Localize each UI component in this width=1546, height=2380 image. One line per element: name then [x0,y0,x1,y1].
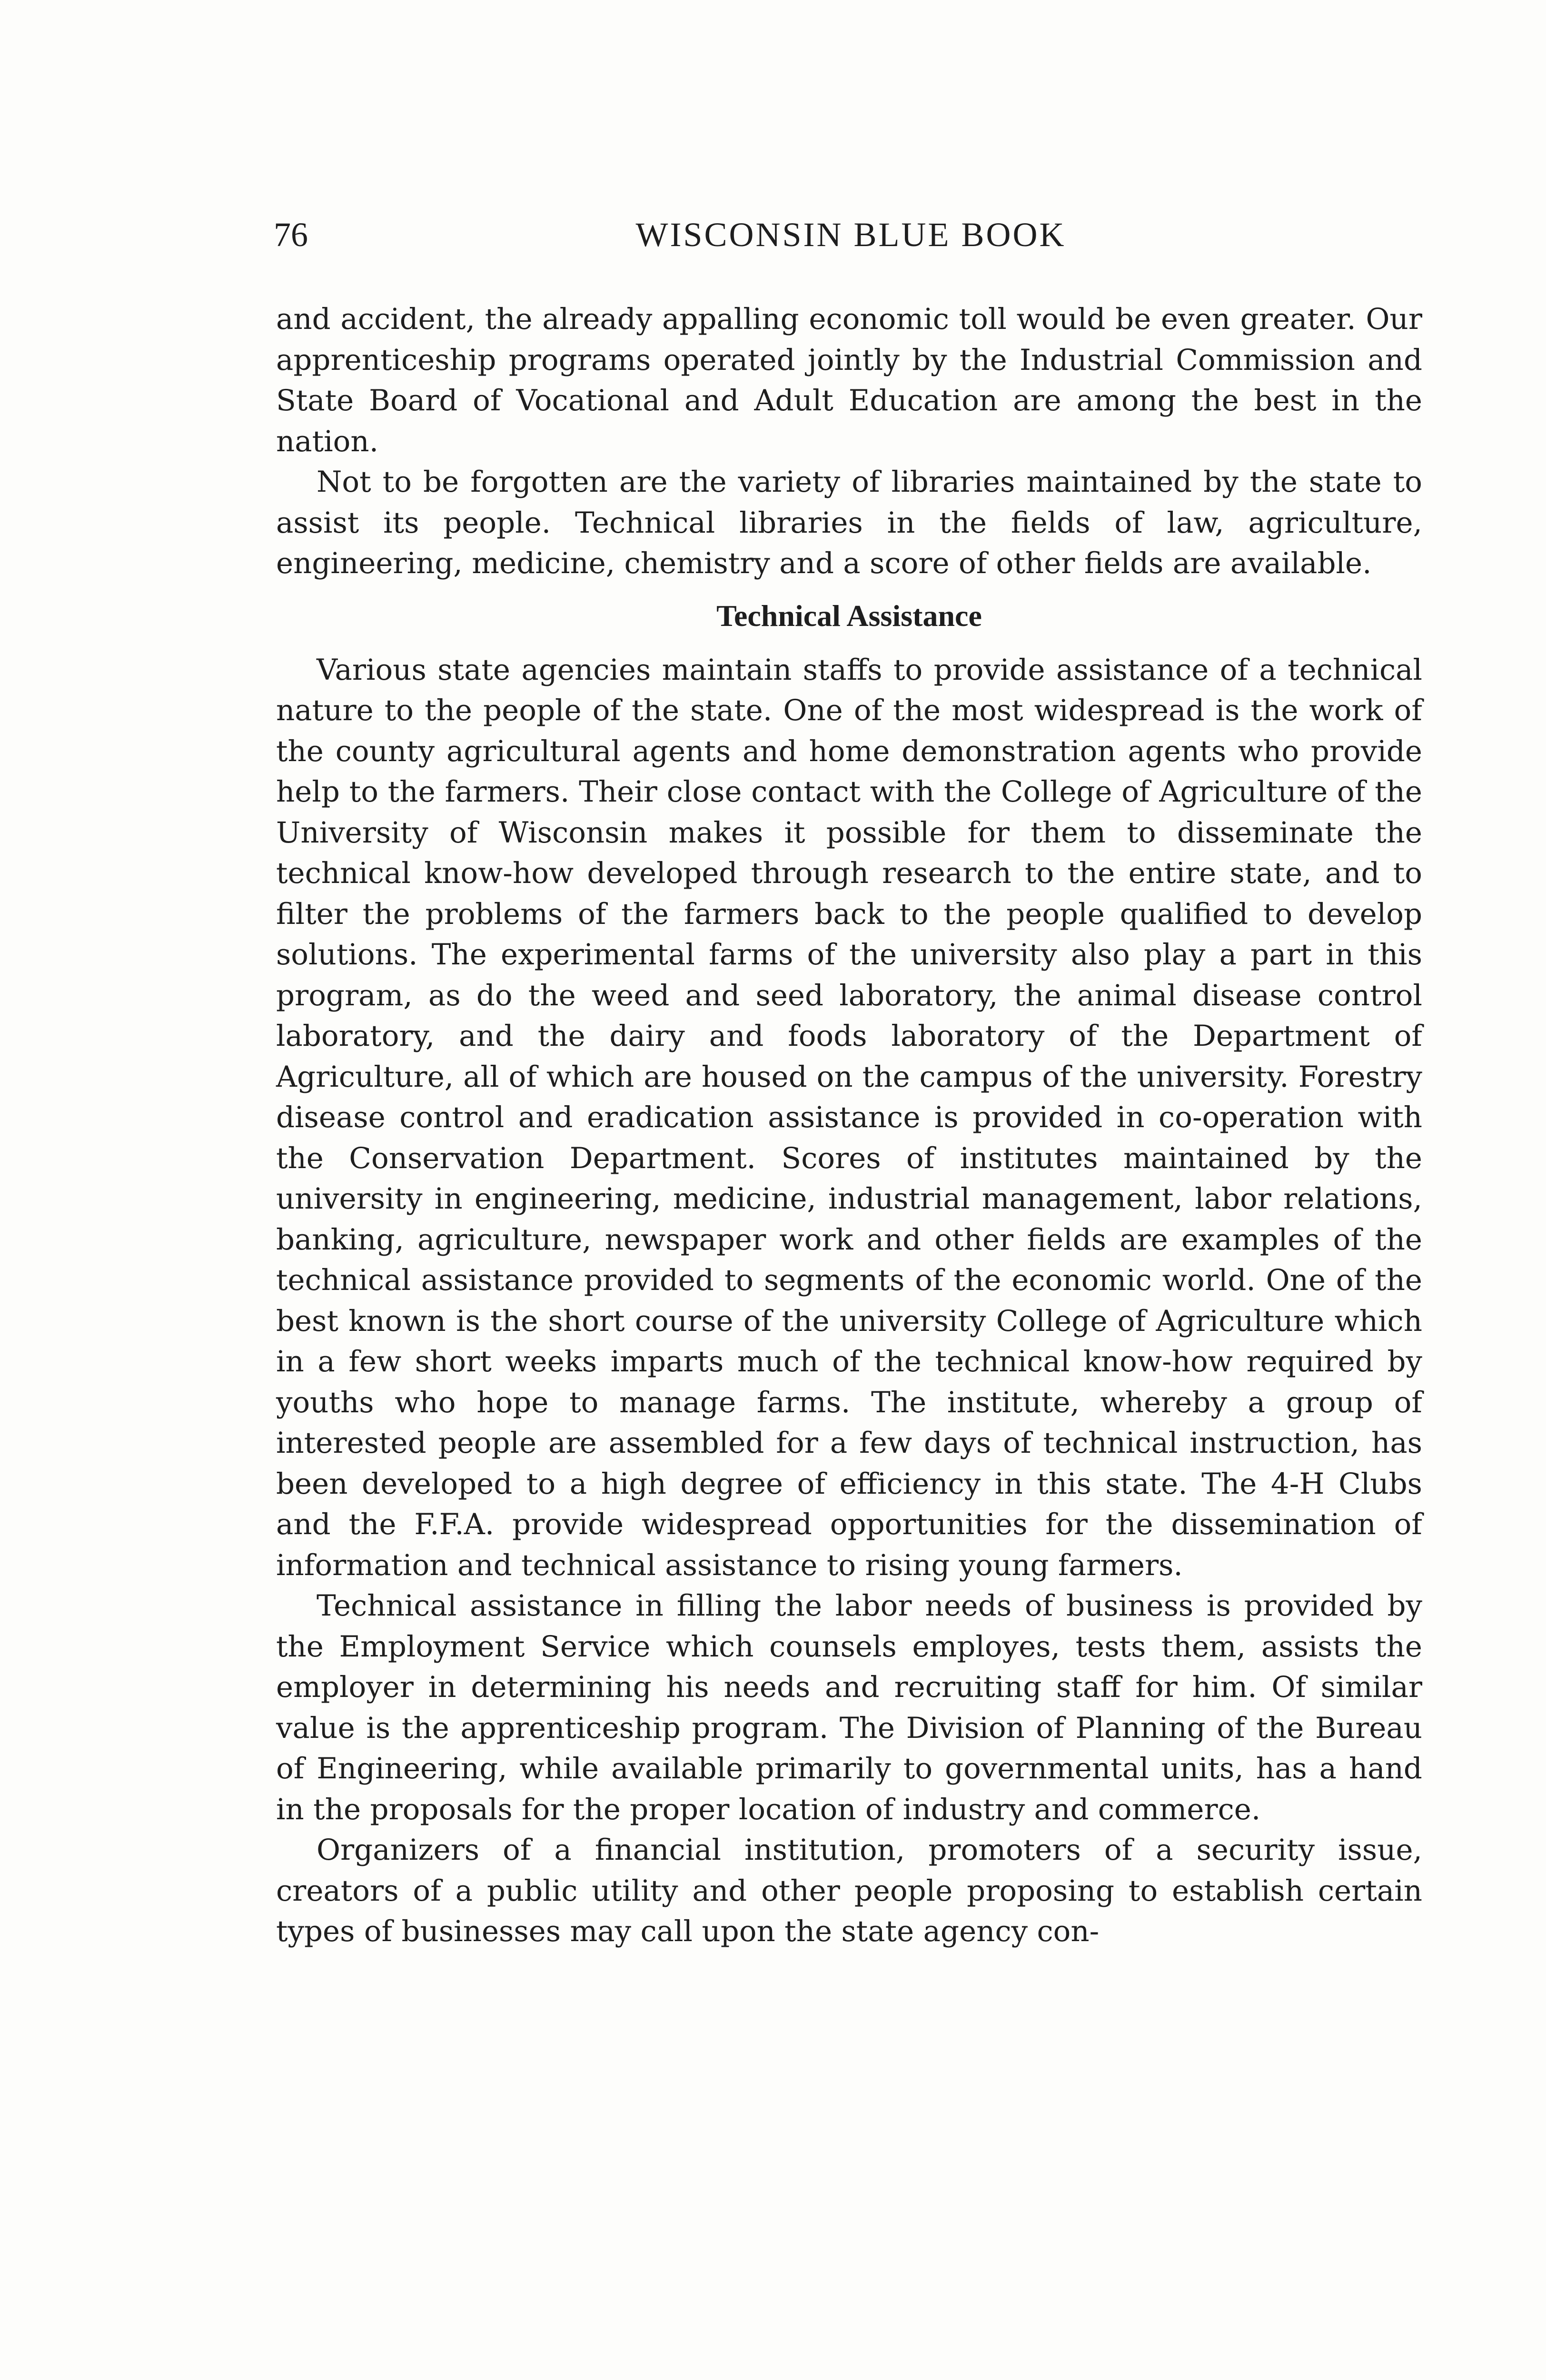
paragraph-technical-assistance: Various state agencies maintain staffs to provide assistance of a technical nature to the people of the state. One of the most widespread is the work of the county agricultural agents and home demonstration agents who provide help to the farmers. Their close contact with the College of Agriculture of the University of Wisconsin makes it possible for them to disseminate the technical know-how developed through research to the entire state, and to filter the problems of the farmers back to the people qualified to develop solutions. The experimental farms of the university also play a part in this program, as do the weed and seed laboratory, the animal disease control laboratory, and the dairy and foods laboratory of the Department of Agriculture, all of which are housed on the campus of the university. Forestry disease control and eradication assistance is provided in co-operation with the Conservation Department. Scores of institutes maintained by the university in engineering, medicine, industrial management, labor relations, banking, agriculture, newspaper work and other fields are examples of the technical assistance provided to segments of the economic world. One of the best known is the short course of the university College of Agriculture which in a few short weeks imparts much of the technical know-how required by youths who hope to manage farms. The institute, whereby a group of interested people are assembled for a few days of technical instruction, has been developed to a high degree of efficiency in this state. The 4-H Clubs and the F.F.A. provide widespread opportunities for the dissemination of information and technical assistance to rising young farmers. [276,653,1422,1582]
paragraph-labor-needs: Technical assistance in filling the labor needs of business is provided by the Employment Service which counsels employes, tests them, assists the employer in determining his needs and recruiting staff for him. Of similar value is the apprenticeship program. The Division of Planning of the Bureau of Engineering, while available primarily to governmental units, has a hand in the proposals for the proper location of industry and commerce. [276,1589,1422,1826]
page-number: 76 [274,216,308,254]
page-header [274,209,1428,262]
body-text [276,299,1422,1952]
paragraph-continued: and accident, the already appalling economic toll would be even greater. Our apprenticeship programs operated jointly by the Industrial Commission and State Board of Vocational and Adult Education are among the best in the nation. [276,302,1422,458]
paragraph-libraries: Not to be forgotten are the variety of libraries maintained by the state to assist its people. Technical libraries in the fields of law, agriculture, engineering, medicine, chemistry and a score of other fields are available. [276,465,1422,580]
section-heading: Technical Assistance [716,598,982,633]
paragraph-organizers: Organizers of a financial institution, promoters of a security issue, creators of a public utility and other people proposing to establish certain types of businesses may call upon the state agency con- [276,1833,1422,1948]
running-head: WISCONSIN BLUE BOOK [635,216,1066,254]
